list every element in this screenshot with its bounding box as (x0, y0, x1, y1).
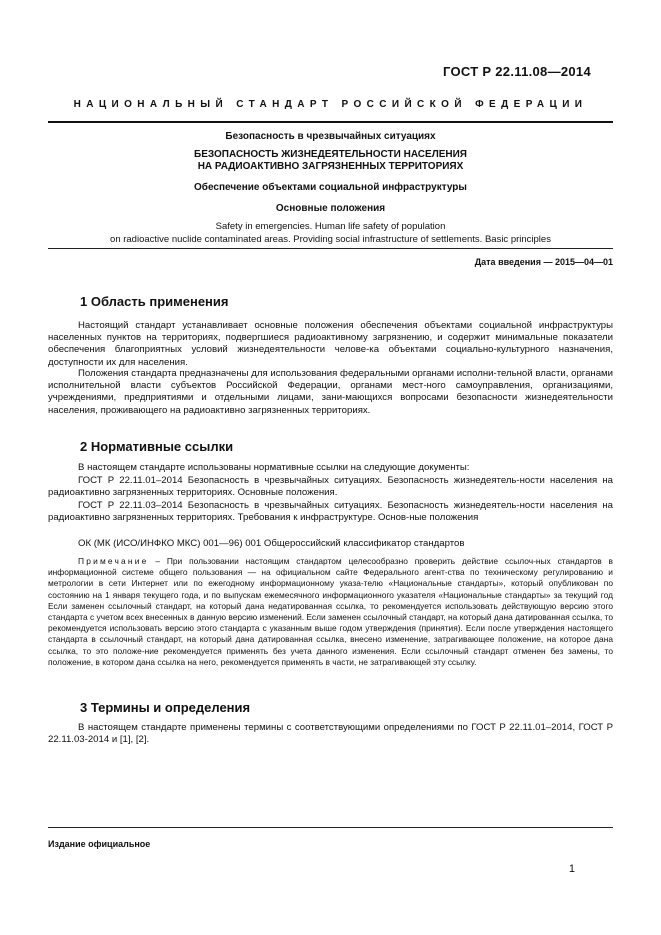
category-title: Безопасность в чрезвычайных ситуациях (225, 131, 436, 142)
national-standard-banner: НАЦИОНАЛЬНЫЙ СТАНДАРТ РОССИЙСКОЙ ФЕДЕРАЦИИ (73, 99, 588, 110)
top-divider (48, 121, 613, 123)
section-3-paragraph-1: В настоящем стандарте применены термины с соответствующими определениями по ГОСТ Р 22.11.01–2014, ГОСТ Р 22.11.03-2014 и [1], [2]. (48, 722, 613, 746)
subtitle: Обеспечение объектами социальной инфраструктуры (194, 182, 467, 193)
section-1-paragraph-2: Положения стандарта предназначены для использования федеральными органами исполни-тельной власти, органами исполнительной власти субъектов Российской Федерации, органами мест-ного самоуправления, организациями, учреждениями, предприятиями и отдельными лицами, зани-мающихся вопросами безопасности жизнедеятельности населения, проживающего на радиоактивно загрязненных территориях. (48, 368, 613, 416)
note-text: – При пользовании настоящим стандартом целесообразно проверить действие ссылоч-ных стандартов в информационной системе общего пользования — на официальном сайте Федерального агент-ства по техническому регулированию и метрологии в сети Интернет или по ежегодному информационному указа-телю «Национальные стандарты», который опубликован по состоянию на 1 января текущего года, и по выпускам ежемесячного информационного указателя «Национальные стандарты» за текущий год Если заменен ссылочный стандарт, на который дана недатированная ссылка, то рекомендуется использовать действующую версию этого стандарта с учетом всех внесенных в данную версию изменений. Если заменен ссылочный стандарт, на который дана датированная ссылка, то рекомендуется использовать версию этого стандарта с указанным выше годом утверждения (принятия). Если после утверждения настоящего стандарта в ссылочный стандарт, на который дана датированная ссылка, внесено изменение, затрагивающее положение, на которое дана ссылка, то это положе-ние рекомендуется применять без учета данного изменения. Если ссылочный стандарт отменен без замены, то положение, в котором дана ссылка на него, рекомендуется применять в части, не затрагивающей эту ссылку. (48, 556, 613, 667)
page-number: 1 (568, 863, 575, 875)
main-title-line-1: БЕЗОПАСНОСТЬ ЖИЗНЕДЕЯТЕЛЬНОСТИ НАСЕЛЕНИЯ (194, 149, 467, 160)
introduction-date: Дата введения — 2015—04—01 (474, 257, 613, 267)
section-2-paragraph-1: В настоящем стандарте использованы нормативные ссылки на следующие документы: (78, 462, 470, 473)
section-1-heading: 1 Область применения (80, 294, 229, 309)
section-1-paragraph-1: Настоящий стандарт устанавливает основные положения обеспечения объектами социальной инфраструктуры населенных пунктов на территориях, подвергшиеся радиоактивному загрязнению, и содержит минимальные показатели обеспечения благоприятных условий жизнедеятельности челове-ка объектами социально-культурного назначения, доступности их для населения. (48, 320, 613, 368)
english-title-line-1: Safety in emergencies. Human life safety of population (215, 221, 446, 232)
main-title-line-2: НА РАДИОАКТИВНО ЗАГРЯЗНЕННЫХ ТЕРРИТОРИЯХ (197, 161, 464, 172)
title-divider (48, 248, 613, 249)
note-label: Примечание (78, 556, 149, 566)
document-number: ГОСТ Р 22.11.08—2014 (442, 64, 591, 79)
footer-divider (48, 827, 613, 828)
section-3-heading: 3 Термины и определения (80, 700, 251, 715)
section-2-reference-1: ГОСТ Р 22.11.01–2014 Безопасность в чрезвычайных ситуациях. Безопасность жизнедеятель-ности населения на радиоактивно загрязненных территориях. Основные положения. (48, 475, 613, 499)
english-title-line-2: on radioactive nuclide contaminated areas. Providing social infrastructure of settlements. Basic principles (110, 234, 551, 245)
english-title (48, 220, 613, 246)
part-title: Основные положения (275, 203, 386, 214)
section-2-reference-2: ГОСТ Р 22.11.03–2014 Безопасность в чрезвычайных ситуациях. Безопасность жизнедеятель-ности населения на радиоактивно загрязненных территориях. Требования к инфраструктуре. Основ-ные положения (48, 500, 613, 524)
section-2-note (48, 556, 613, 668)
section-2-reference-3: ОК (МК (ИСО/ИНФКО МКС) 001—96) 001 Общероссийский классификатор стандартов (78, 538, 465, 549)
official-edition-label: Издание официальное (48, 839, 151, 849)
main-title (48, 149, 613, 173)
section-2-heading: 2 Нормативные ссылки (80, 439, 234, 454)
